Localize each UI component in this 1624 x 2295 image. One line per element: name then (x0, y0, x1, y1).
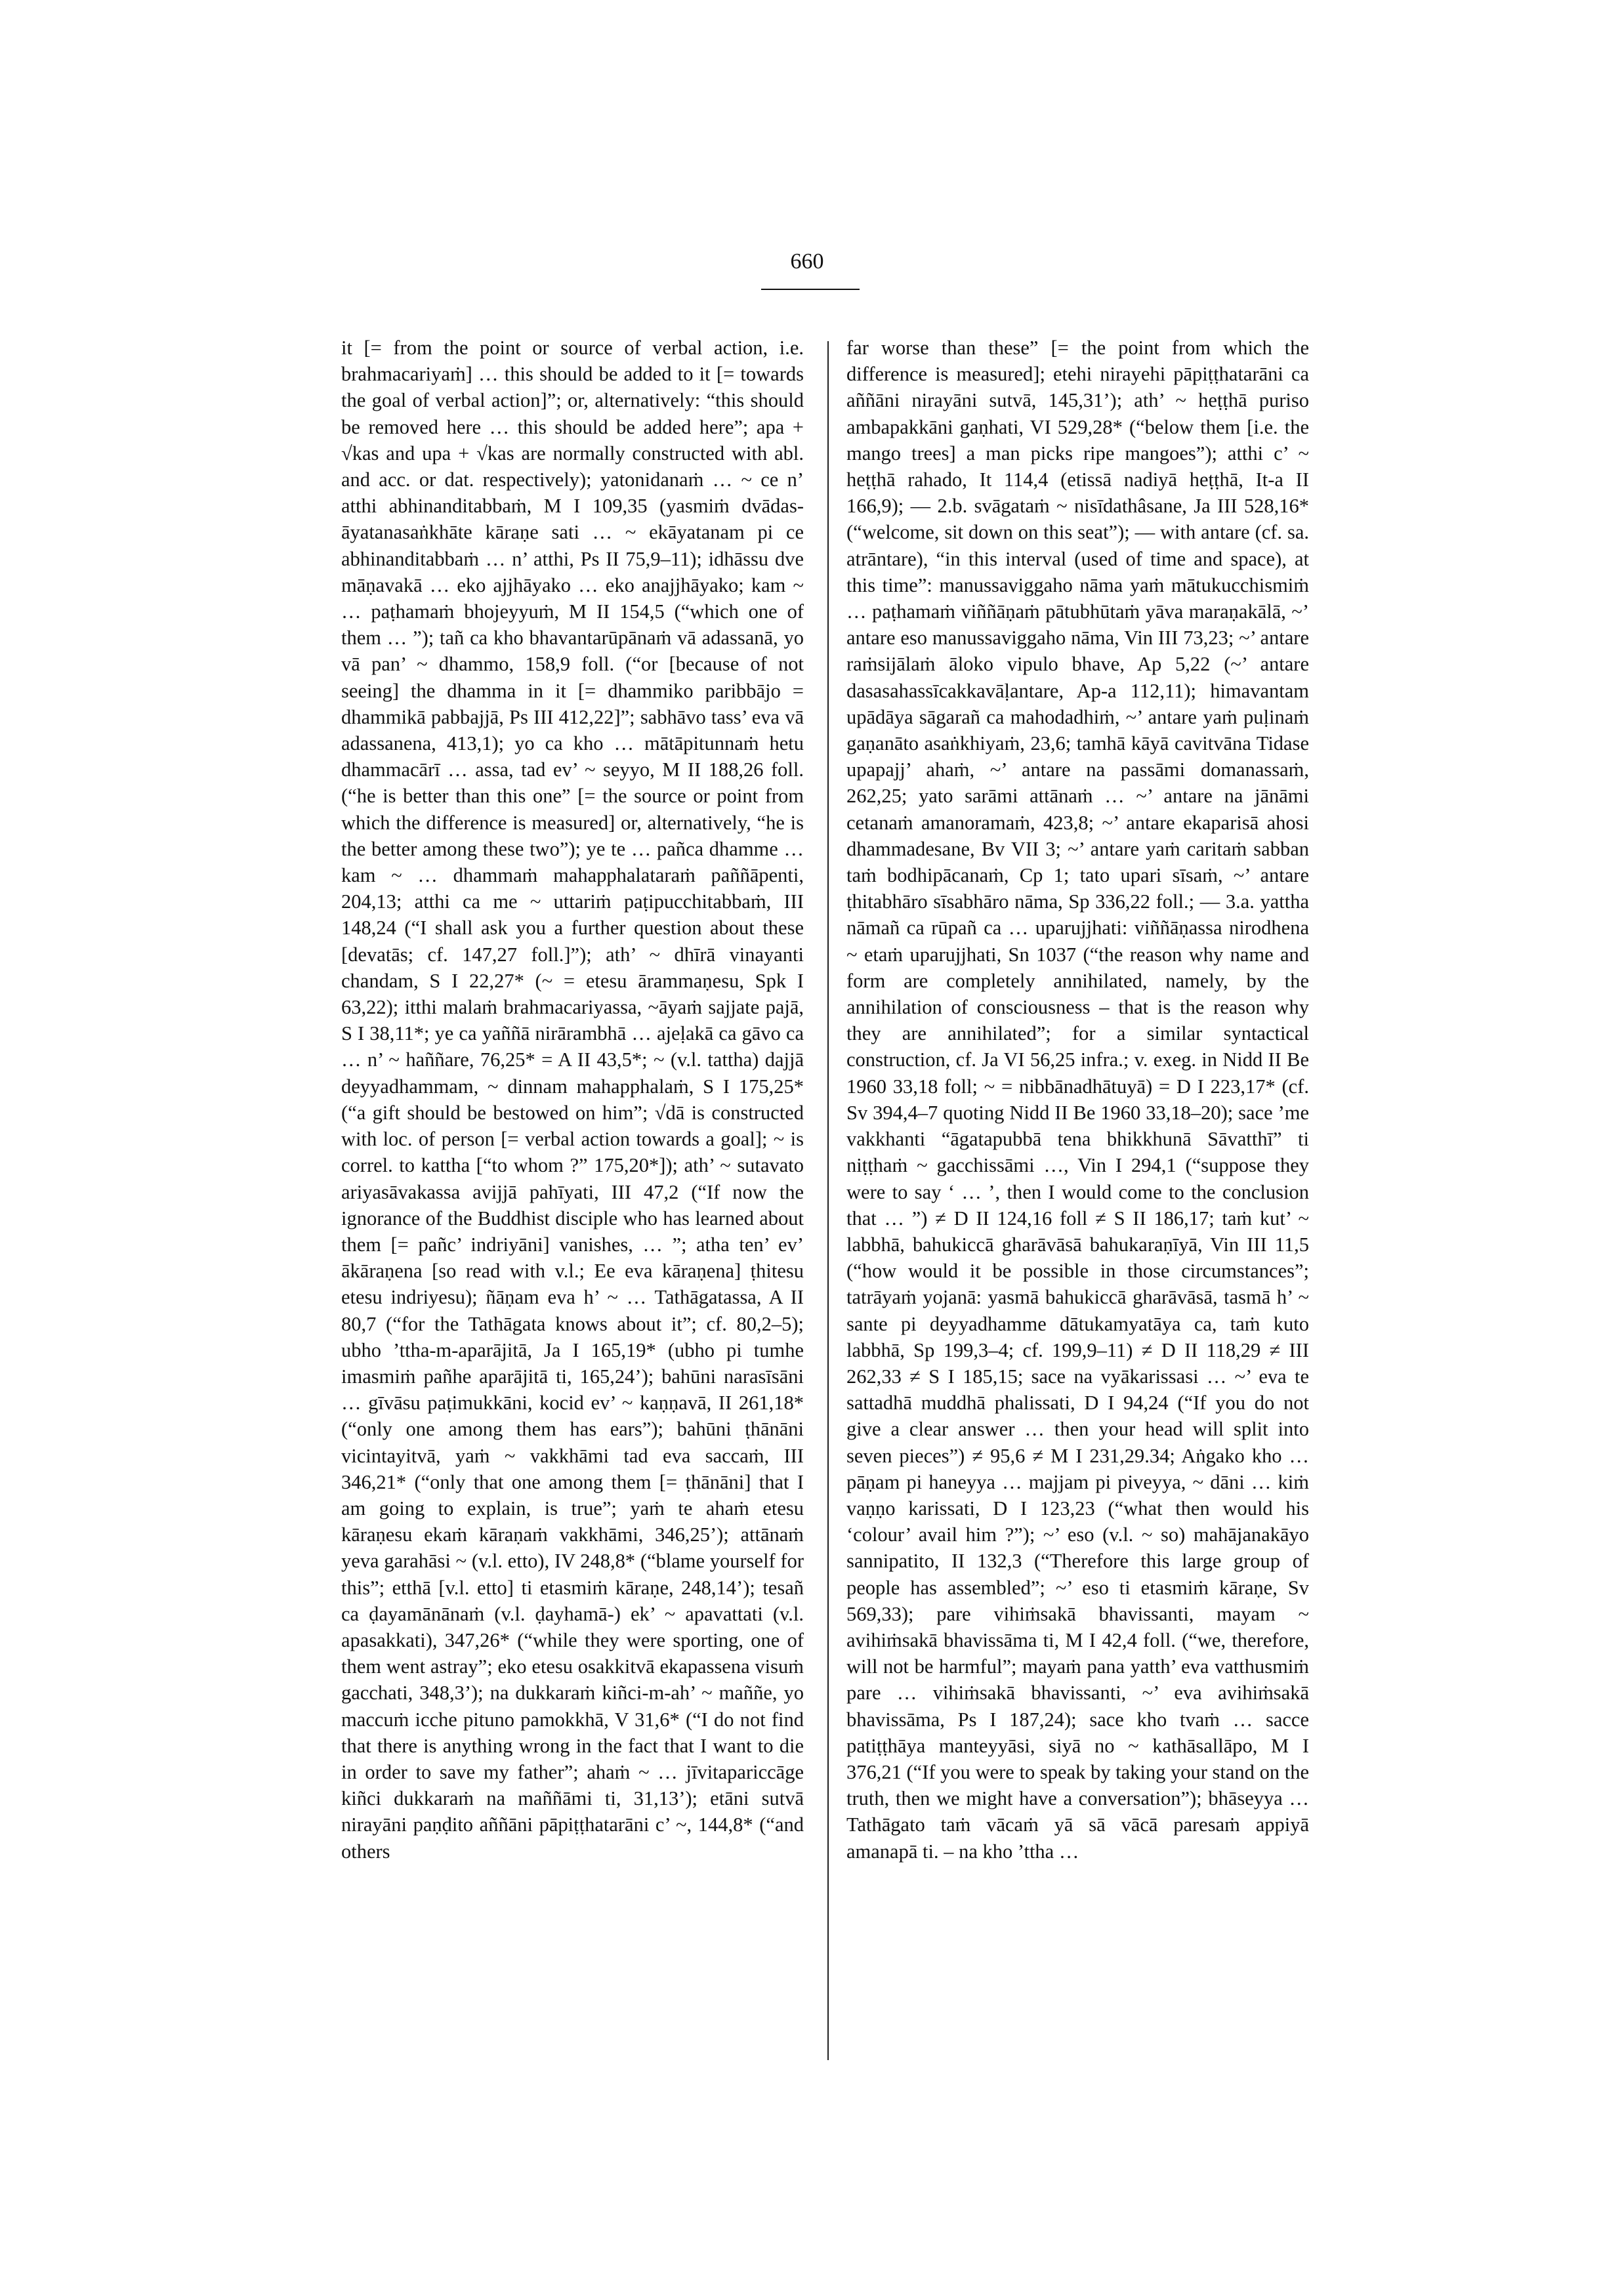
page-number: 660 (790, 249, 824, 274)
left-column-text: it [= from the point or source of verbal action, i.e. brahmacariyaṁ] … this should be added to it [= towards the goal of verbal action]”; or, alternatively: “this should be removed here … this should be added here”; apa + √kas and upa + √kas are normally constructed with abl. and acc. or dat. respectively); yatonidanaṁ … ~ ce n’ atthi abhinanditabbaṁ, M I 109,35 (yasmiṁ dvādas-āyatanasaṅkhāte kāraṇe sati … ~ ekāyatanam pi ce abhinanditabbaṁ … n’ atthi, Ps II 75,9–11); idhāssu dve māṇavakā … eko ajjhāyako … eko anajjhāyako; kam ~ … paṭhamaṁ bhojeyyuṁ, M II 154,5 (“which one of them … ”); tañ ca kho bhavantarūpānaṁ vā adassanā, yo vā pan’ ~ dhammo, 158,9 foll. (“or [because of not seeing] the dhamma in it [= dhammiko paribbājo = dhammikā pabbajjā, Ps III 412,22]”; sabhāvo tass’ eva vā adassanena, 413,1); yo ca kho … mātāpitunnaṁ hetu dhammacārī … assa, tad ev’ ~ seyyo, M II 188,26 foll. (“he is better than this one” [= the source or point from which the difference is measured] or, alternatively, “he is the better among these two”); ye te … pañca dhamme … kam ~ … dhammaṁ mahapphalataraṁ paññāpenti, 204,13; atthi ca me ~ uttariṁ paṭipucchitabbaṁ, III 148,24 (“I shall ask you a further question about these [devatās; cf. 147,27 foll.]”); ath’ ~ dhīrā vinayanti chandam, S I 22,27* (~ = etesu ārammaṇesu, Spk I 63,22); itthi malaṁ brahmacariyassa, ~āyaṁ sajjate pajā, S I 38,11*; ye ca yaññā nirārambhā … ajeḷakā ca gāvo ca … n’ ~ haññare, 76,25* = A II 43,5*; ~ (v.l. tattha) dajjā deyyadhammam, ~ dinnam mahapphalaṁ, S I 175,25* (“a gift should be bestowed on him”; √dā is constructed with loc. of person [= verbal action towards a goal]; ~ is correl. to kattha [“to whom ?” 175,20*]); ath’ ~ sutavato ariyasāvakassa avijjā pahīyati, III 47,2 (“If now the ignorance of the Buddhist disciple who has learned about them [= pañc’ indriyāni] vanishes, … ”; atha ten’ ev’ ākāraṇena [so read with v.l.; Ee eva kāraṇena] ṭhitesu etesu indriyesu); ñāṇam eva h’ ~ … Tathāgatassa, A II 80,7 (“for the Tathāgata knows about it”; cf. 80,2–5); ubho ’ttha-m-aparājitā, Ja I 165,19* (ubho pi tumhe imasmiṁ pañhe aparājitā ti, 165,24’); bahūni narasīsāni … gīvāsu paṭimukkāni, kocid ev’ ~ kaṇṇavā, II 261,18* (“only one among them has ears”); bahūni ṭhānāni vicintayitvā, yaṁ ~ vakkhāmi tad eva saccaṁ, III 346,21* (“only that one among them [= ṭhānāni] that I am going to explain, is true”; yaṁ te ahaṁ etesu kāraṇesu ekaṁ kāraṇaṁ vakkhāmi, 346,25’); attānaṁ yeva garahāsi ~ (v.l. etto), IV 248,8* (“blame yourself for this”; etthā [v.l. etto] ti etasmiṁ kāraṇe, 248,14’); tesañ ca ḍayamānānaṁ (v.l. ḍayhamā-) ek’ ~ apavattati (v.l. apasakkati), 347,26* (“while they were sporting, one of them went astray”; eko etesu osakkitvā ekapassena visuṁ gacchati, 348,3’); na dukkaraṁ kiñci-m-ah’ ~ maññe, yo maccuṁ icche pituno pamokkhā, V 31,6* (“I do not find that there is anything wrong in the fact that I want to die in order to save my father”; ahaṁ ~ … jīvitapariccāge kiñci dukkaraṁ na maññāmi ti, 31,13’); etāni sutvā nirayāni paṇḍito aññāni pāpiṭṭhatarāni c’ ~, 144,8* (“and others (341, 337, 804, 1863)
left-column (341, 335, 804, 1865)
header-rule (761, 289, 860, 290)
column-divider (827, 341, 829, 2060)
right-column (846, 335, 1309, 1865)
right-column-text: far worse than these” [= the point from which the difference is measured]; etehi nirayehi pāpiṭṭhatarāni ca aññāni nirayāni sutvā, 145,31’); ath’ ~ heṭṭhā puriso ambapakkāni gaṇhati, VI 529,28* (“below them [i.e. the mango trees] a man picks ripe mangoes”); atthi c’ ~ heṭṭhā rahado, It 114,4 (etissā nadiyā heṭṭhā, It-a II 166,9); — 2.b. svāgataṁ ~ nisīdathâsane, Ja III 528,16* (“welcome, sit down on this seat”); — with antare (cf. sa. atrāntare), “in this interval (used of time and space), at this time”: manussaviggaho nāma yaṁ mātukucchismiṁ … paṭhamaṁ viññāṇaṁ pātubhūtaṁ yāva maraṇakālā, ~’ antare eso manussaviggaho nāma, Vin III 73,23; ~’ antare raṁsijālaṁ āloko vipulo bhave, Ap 5,22 (~’ antare dasasahassīcakkavāḷantare, Ap-a 112,11); himavantam upādāya sāgarañ ca mahodadhiṁ, ~’ antare yaṁ puḷinaṁ gaṇanāto asaṅkhiyaṁ, 23,6; tamhā kāyā cavitvāna Tidase upapajj’ ahaṁ, ~’ antare na passāmi domanassaṁ, 262,25; yato sarāmi attānaṁ … ~’ antare na jānāmi cetanaṁ amanoramaṁ, 423,8; ~’ antare ekaparisā ahosi dhammadesane, Bv VII 3; ~’ antare yaṁ caritaṁ sabban taṁ bodhipācanaṁ, Cp 1; tato upari sīsaṁ, ~’ antare ṭhitabhāro sīsabhāro nāma, Sp 336,22 foll.; — 3.a. yattha nāmañ ca rūpañ ca … uparujjhati: viññāṇassa nirodhena ~ etaṁ uparujjhati, Sn 1037 (“the reason why name and form are completely annihilated, namely, by the annihilation of consciousness – that is the reason why they are annihilated”; for a similar syntactical construction, cf. Ja VI 56,25 infra.; v. exeg. in Nidd II Be 1960 33,18 foll; ~ = nibbānadhātuyā) = D I 223,17* (cf. Sv 394,4–7 quoting Nidd II Be 1960 33,18–20); sace ’me vakkhanti “āgatapubbā tena bhikkhunā Sāvatthī” ti niṭṭhaṁ ~ gacchissāmi …, Vin I 294,1 (“suppose they were to say ‘ … ’, then I would come to the conclusion that … ”) ≠ D II 124,16 foll ≠ S II 186,17; taṁ kut’ ~ labbhā, bahukiccā gharāvāsā bahukaraṇīyā, Vin III 11,5 (“how would it be possible in those circumstances”; tatrāyaṁ yojanā: yasmā bahukiccā gharāvāsā, tasmā h’ ~ sante pi deyyadhamme dātukamyatāya ca, taṁ kuto labbhā, Sp 199,3–4; cf. 199,9–11) ≠ D II 118,29 ≠ III 262,33 ≠ S I 185,15; sace na vyākarissasi … ~’ eva te sattadhā muddhā phalissati, D I 94,24 (“If you do not give a clear answer … then your head will split into seven pieces”) ≠ 95,6 ≠ M I 231,29.34; Aṅgako kho … pāṇam pi haneyya … majjam pi piveyya, ~ dāni … kiṁ vaṇṇo karissati, D I 123,23 (“what then would his ‘colour’ avail him ?”); ~’ eso (v.l. ~ so) mahājanakāyo sannipatito, II 132,3 (“Therefore this large group of people has assembled”; ~’ eso ti etasmiṁ kāraṇe, Sv 569,33); pare vihiṁsakā bhavissanti, mayam ~ avihiṁsakā bhavissāma ti, M I 42,4 foll. (“we, therefore, will not be harmful”; mayaṁ pana yatth’ eva vatthusmiṁ pare … vihiṁsakā bhavissanti, ~’ eva avihiṁsakā bhavissāma, Ps I 187,24); sace kho tvaṁ … sacce patiṭṭhāya manteyyāsi, siyā no ~ kathāsallāpo, M I 376,21 (“If you were to speak by taking your stand on the truth, then we might have a conversation”); bhāseyya … Tathāgato taṁ vācaṁ yā sā vācā paresaṁ appiyā amanapā ti. – na kho ’ttha … (846, 337, 1309, 1863)
